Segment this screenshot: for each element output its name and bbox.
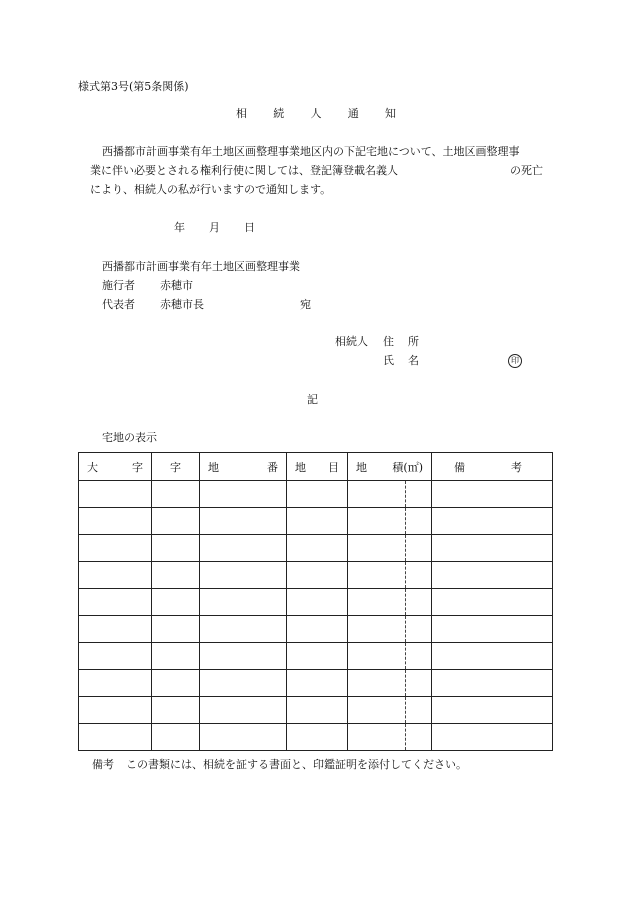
- table-cell[interactable]: [152, 481, 200, 508]
- document-title: [236, 107, 396, 121]
- address-label: 住 所: [383, 335, 419, 348]
- decimal-divider: [405, 616, 406, 642]
- table-cell[interactable]: [432, 508, 553, 535]
- table-cell[interactable]: [200, 589, 287, 616]
- table-cell[interactable]: [432, 724, 553, 751]
- recipient-project: 西播都市計画事業有年土地区画整理事業: [102, 260, 300, 273]
- decimal-divider: [405, 643, 406, 669]
- section-title: 宅地の表示: [102, 431, 157, 444]
- table-cell[interactable]: [152, 697, 200, 724]
- table-row: [79, 508, 553, 535]
- table-cell[interactable]: [79, 697, 152, 724]
- table-cell[interactable]: [287, 535, 348, 562]
- table-cell[interactable]: [287, 508, 348, 535]
- decimal-divider: [405, 670, 406, 696]
- seal-icon: 印: [508, 354, 522, 368]
- header-oaza: 大 字: [79, 453, 152, 481]
- table-cell[interactable]: [348, 616, 432, 643]
- table-cell[interactable]: [432, 562, 553, 589]
- decimal-divider: [405, 562, 406, 588]
- table-cell[interactable]: [79, 481, 152, 508]
- table-cell[interactable]: [200, 670, 287, 697]
- table-cell[interactable]: [432, 643, 553, 670]
- header-aza: 字: [152, 453, 200, 481]
- table-cell[interactable]: [348, 481, 432, 508]
- table-cell[interactable]: [152, 616, 200, 643]
- representative-label: 代表者: [102, 298, 135, 311]
- table-cell[interactable]: [287, 724, 348, 751]
- table-cell[interactable]: [432, 535, 553, 562]
- representative-value: 赤穂市長: [160, 298, 204, 311]
- decimal-divider: [405, 589, 406, 615]
- title-char: 続: [273, 107, 285, 120]
- name-label: 氏 名: [383, 354, 419, 367]
- table-row: [79, 643, 553, 670]
- table-cell[interactable]: [79, 589, 152, 616]
- table-cell[interactable]: [287, 562, 348, 589]
- table-cell[interactable]: [200, 481, 287, 508]
- table-header-row: [79, 453, 553, 481]
- table-cell[interactable]: [432, 481, 553, 508]
- table-cell[interactable]: [152, 724, 200, 751]
- table-cell[interactable]: [348, 535, 432, 562]
- table-cell[interactable]: [287, 481, 348, 508]
- decimal-divider: [405, 697, 406, 723]
- table-cell[interactable]: [200, 643, 287, 670]
- table-cell[interactable]: [152, 589, 200, 616]
- executor-value: 赤穂市: [160, 279, 193, 292]
- table-cell[interactable]: [287, 616, 348, 643]
- ki-label: 記: [307, 393, 318, 406]
- table-cell[interactable]: [152, 643, 200, 670]
- table-cell[interactable]: [432, 589, 553, 616]
- date-month: 月: [209, 221, 220, 234]
- table-cell[interactable]: [348, 643, 432, 670]
- table-cell[interactable]: [200, 508, 287, 535]
- table-cell[interactable]: [79, 562, 152, 589]
- date-day: 日: [244, 221, 255, 234]
- table-cell[interactable]: [287, 697, 348, 724]
- table-cell[interactable]: [200, 562, 287, 589]
- title-char: 相: [236, 107, 247, 120]
- table-cell[interactable]: [432, 697, 553, 724]
- date-year: 年: [174, 221, 185, 234]
- table-cell[interactable]: [79, 670, 152, 697]
- body-line-2a: 業に伴い必要とされる権利行使に関しては、登記簿登載名義人: [90, 164, 398, 177]
- title-char: 通: [347, 107, 359, 120]
- table-cell[interactable]: [348, 724, 432, 751]
- table-cell[interactable]: [287, 670, 348, 697]
- executor-label: 施行者: [102, 279, 135, 292]
- title-char: 人: [310, 107, 322, 120]
- applicant-label: 相続人: [335, 335, 368, 348]
- table-cell[interactable]: [348, 562, 432, 589]
- decimal-divider: [405, 535, 406, 561]
- header-chiseki: 地 積(㎡): [348, 453, 432, 481]
- note-label: 備考: [92, 758, 114, 771]
- decimal-divider: [405, 508, 406, 534]
- table-cell[interactable]: [79, 643, 152, 670]
- table-cell[interactable]: [287, 643, 348, 670]
- land-table: [78, 452, 553, 751]
- table-cell[interactable]: [348, 697, 432, 724]
- title-char: 知: [385, 107, 396, 120]
- header-chimoku: 地 目: [287, 453, 348, 481]
- table-row: [79, 670, 553, 697]
- table-cell[interactable]: [432, 616, 553, 643]
- honorific: 宛: [300, 298, 311, 311]
- table-cell[interactable]: [152, 670, 200, 697]
- table-row: [79, 562, 553, 589]
- table-cell[interactable]: [200, 535, 287, 562]
- seal-mark: [508, 353, 522, 368]
- header-chiban: 地 番: [200, 453, 287, 481]
- table-cell[interactable]: [200, 697, 287, 724]
- table-cell[interactable]: [152, 562, 200, 589]
- note-text: この書類には、相続を証する書面と、印鑑証明を添付してください。: [126, 758, 467, 771]
- header-bikou: 備 考: [432, 453, 553, 481]
- table-cell[interactable]: [287, 589, 348, 616]
- decimal-divider: [405, 481, 406, 507]
- body-line-3: により、相続人の私が行いますので通知します。: [90, 183, 332, 196]
- table-row: [79, 697, 553, 724]
- table-cell[interactable]: [348, 670, 432, 697]
- table-row: [79, 589, 553, 616]
- form-number: 様式第3号(第5条関係): [78, 80, 189, 93]
- table-cell[interactable]: [79, 724, 152, 751]
- table-row: [79, 535, 553, 562]
- table-row: [79, 616, 553, 643]
- table-cell[interactable]: [79, 508, 152, 535]
- table-cell[interactable]: [79, 535, 152, 562]
- body-line-1: 西播都市計画事業有年土地区画整理事業地区内の下記宅地について、土地区画整理事: [102, 145, 520, 158]
- table-cell[interactable]: [348, 589, 432, 616]
- table-cell[interactable]: [79, 616, 152, 643]
- table-cell[interactable]: [200, 616, 287, 643]
- body-line-2b: の死亡: [510, 164, 543, 177]
- table-cell[interactable]: [432, 670, 553, 697]
- decimal-divider: [405, 724, 406, 750]
- table-cell[interactable]: [348, 508, 432, 535]
- table-row: [79, 724, 553, 751]
- table-cell[interactable]: [200, 724, 287, 751]
- table-row: [79, 481, 553, 508]
- table-cell[interactable]: [152, 535, 200, 562]
- table-cell[interactable]: [152, 508, 200, 535]
